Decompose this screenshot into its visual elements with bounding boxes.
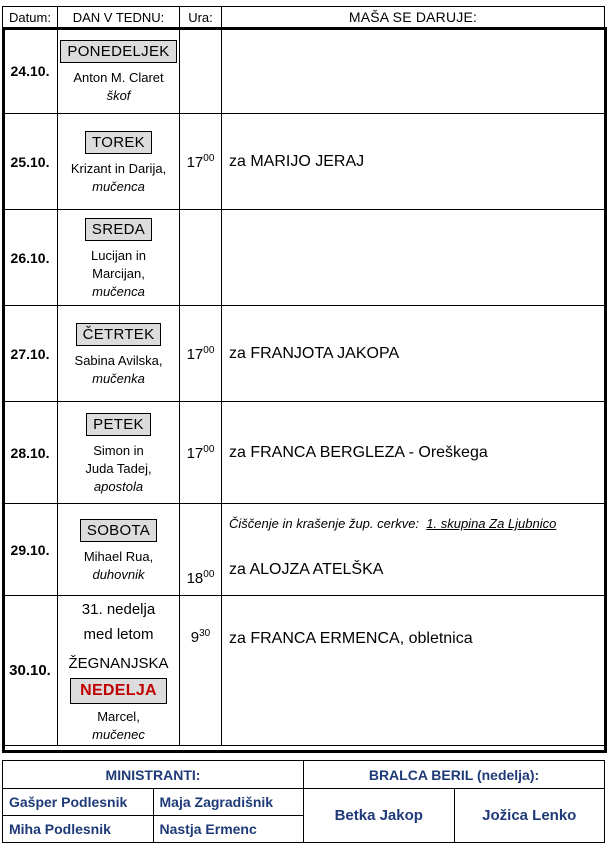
saint-name: Krizant in Darija,: [70, 161, 167, 176]
day-name: SREDA: [85, 218, 152, 241]
saint-title: škof: [106, 88, 131, 103]
time-cell: [180, 210, 222, 306]
bralca-title: BRALCA BERIL (nedelja):: [304, 761, 605, 789]
mass-cell: [222, 306, 605, 402]
altar-server: Maja Zagradišnik: [153, 789, 304, 816]
mass-cell: [222, 402, 605, 504]
row-saturday: [3, 504, 605, 596]
time-minutes: 30: [199, 628, 211, 639]
date-cell: 30.10.: [3, 596, 58, 746]
time-cell: [180, 306, 222, 402]
altar-server: Gašper Podlesnik: [3, 789, 154, 816]
saint-title: mučenec: [92, 727, 145, 742]
assignments-header: [3, 761, 605, 789]
time-cell: [180, 402, 222, 504]
header-date: Datum:: [3, 7, 58, 28]
row-friday: [3, 402, 605, 504]
day-cell: [58, 596, 180, 746]
time-hour: 17: [186, 345, 204, 363]
time-minutes: 00: [203, 443, 215, 455]
day-name: NEDELJA: [70, 678, 167, 704]
row-monday: [3, 28, 605, 114]
sunday-feast: ŽEGNANJSKA: [68, 655, 169, 672]
day-cell: [58, 28, 180, 114]
row-wednesday: [3, 210, 605, 306]
date-cell: 28.10.: [3, 402, 58, 504]
header-day: DAN V TEDNU:: [58, 7, 180, 28]
header-time: Ura:: [180, 7, 222, 28]
saint-title: mučenka: [92, 371, 145, 386]
date-cell: 25.10.: [3, 114, 58, 210]
saint-title: duhovnik: [92, 567, 145, 582]
day-name: TOREK: [85, 131, 152, 154]
cleaning-note-label: Čiščenje in krašenje žup. cerkve:: [229, 516, 420, 531]
saint-name-2: Juda Tadej,: [85, 461, 152, 476]
day-name: PETEK: [86, 413, 151, 436]
row-thursday: [3, 306, 605, 402]
mass-cell: [222, 596, 605, 746]
saint-name: Simon in: [93, 443, 144, 458]
reader: Jožica Lenko: [454, 789, 605, 843]
date-cell: 27.10.: [3, 306, 58, 402]
header-mass: MAŠA SE DARUJE:: [222, 7, 605, 28]
mass-intention: za MARIJO JERAJ: [229, 152, 365, 170]
mass-intention: za ALOJZA ATELŠKA: [229, 561, 384, 578]
mass-intention: za FRANCA ERMENCA, obletnica: [229, 630, 473, 647]
day-cell: [58, 114, 180, 210]
cleaning-note: [222, 516, 604, 531]
time-hour: 18: [186, 570, 204, 587]
day-name: ČETRTEK: [76, 323, 162, 346]
row-tuesday: [3, 114, 605, 210]
day-cell: [58, 306, 180, 402]
time-cell: [180, 28, 222, 114]
time-cell: [180, 596, 222, 746]
time-cell: [180, 504, 222, 596]
saint-name: Marcel,: [97, 709, 140, 724]
saint-name: Sabina Avilska,: [74, 353, 163, 368]
mass-cell: [222, 28, 605, 114]
saint-name: Lucijan in: [91, 248, 146, 263]
saint-name: Mihael Rua,: [83, 549, 154, 564]
assignments-table: [2, 760, 605, 843]
cleaning-group: 1. skupina Za Ljubnico: [426, 516, 557, 531]
assignments-row: [3, 789, 605, 816]
day-cell: [58, 504, 180, 596]
date-cell: 24.10.: [3, 28, 58, 114]
time-minutes: 00: [203, 344, 215, 356]
sunday-period: med letom: [83, 626, 154, 643]
time-minutes: 00: [203, 569, 215, 580]
reader: Betka Jakop: [304, 789, 455, 843]
saint-name-2: Marcijan,: [92, 266, 145, 281]
time-hour: 9: [190, 629, 200, 646]
altar-server: Miha Podlesnik: [3, 816, 154, 843]
sunday-number: 31. nedelja: [81, 601, 156, 618]
saint-title: apostola: [93, 479, 144, 494]
mass-intention: za FRANJOTA JAKOPA: [229, 344, 400, 362]
time-hour: 17: [186, 444, 204, 462]
altar-server: Nastja Ermenc: [153, 816, 304, 843]
day-cell: [58, 402, 180, 504]
day-name: SOBOTA: [80, 519, 157, 542]
date-cell: 29.10.: [3, 504, 58, 596]
row-sunday: [3, 596, 605, 746]
time-hour: 17: [186, 153, 204, 171]
saint-title: mučenca: [92, 179, 145, 194]
mass-intention: za FRANCA BERGLEZA - Oreškega: [229, 443, 488, 461]
time-minutes: 00: [203, 152, 215, 164]
saint-title: mučenca: [92, 284, 145, 299]
day-cell: [58, 210, 180, 306]
mass-cell: [222, 210, 605, 306]
time-cell: [180, 114, 222, 210]
schedule-table: [2, 6, 605, 746]
day-name: PONEDELJEK: [60, 40, 176, 63]
mass-cell: [222, 504, 605, 596]
ministranti-title: MINISTRANTI:: [3, 761, 304, 789]
date-cell: 26.10.: [3, 210, 58, 306]
header-row: [3, 7, 605, 28]
saint-name: Anton M. Claret: [73, 70, 164, 85]
mass-cell: [222, 114, 605, 210]
